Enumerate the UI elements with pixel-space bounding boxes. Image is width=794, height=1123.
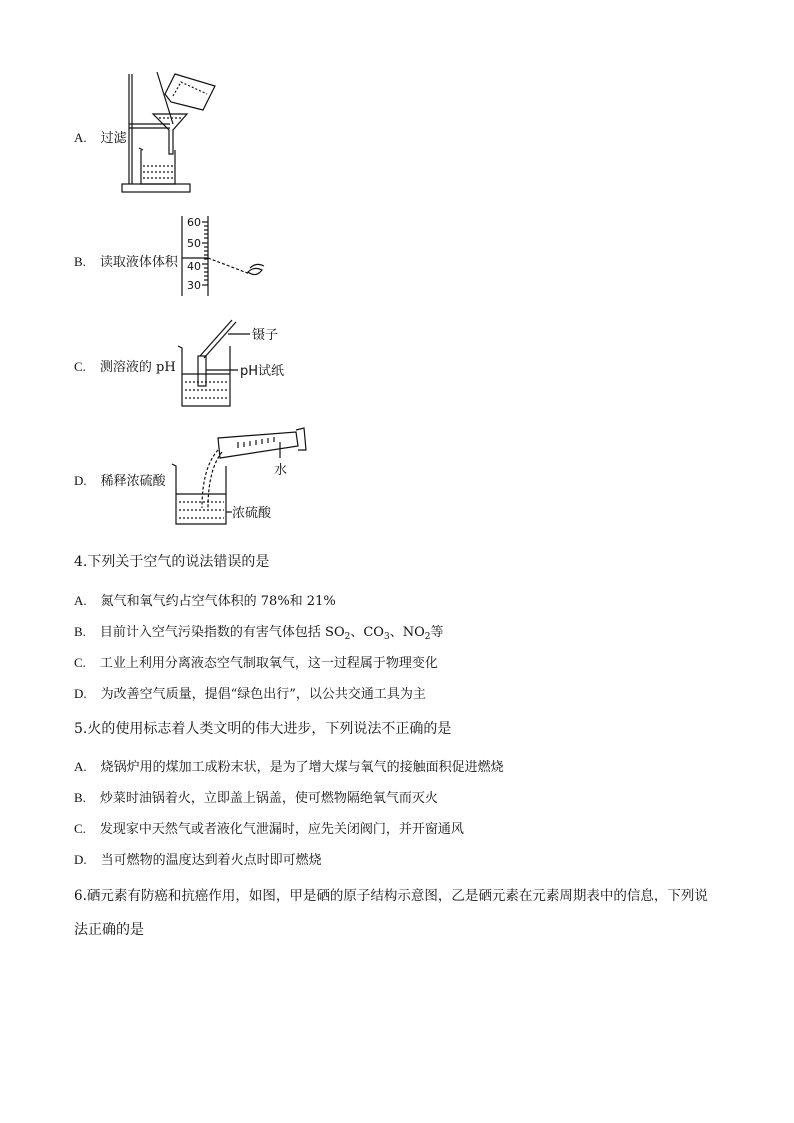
question-4-stem: 4.下列关于空气的说法错误的是 [74, 554, 270, 570]
option-c [74, 356, 176, 375]
tick-label-30: 30 [187, 279, 201, 292]
tick-label-60: 60 [187, 216, 201, 229]
q5-option-c: C. 发现家中天然气或者液化气泄漏时，应先关闭阀门，并开窗通风 [74, 821, 464, 837]
water-label: 水 [274, 463, 288, 478]
question-6-line-1: 6.硒元素有防癌和抗癌作用，如图，甲是硒的原子结构示意图，乙是硒元素在元素周期表中的信息，下列说 [74, 888, 708, 904]
acid-label: 浓硫酸 [232, 506, 272, 521]
option-letter: B. [74, 254, 86, 269]
option-letter: A. [74, 130, 87, 145]
q4-option-b: B. 目前计入空气污染指数的有害气体包括 $SO_2$、$CO_3$、$NO_2$等 [74, 624, 444, 642]
tick-label-50: 50 [187, 237, 201, 250]
tick-label-40: 40 [187, 260, 201, 273]
option-text: 读取液体体积 [99, 255, 178, 270]
option-text: 测溶液的 pH [99, 360, 176, 375]
option-text: 过滤 [100, 131, 127, 146]
ph-test-figure [172, 316, 292, 411]
q5-option-d: D. 当可燃物的温度达到着火点时即可燃烧 [74, 852, 322, 868]
ph-paper-label: pH试纸 [240, 364, 285, 379]
q5-option-a: A. 烧锅炉用的煤加工成粉末状，是为了增大煤与氧气的接触面积促进燃烧 [74, 759, 504, 775]
option-letter: D. [74, 473, 87, 488]
cylinder-figure [176, 214, 271, 299]
option-d [74, 470, 166, 489]
q5-option-b: B. 炒菜时油锅着火，立即盖上锅盖，使可燃物隔绝氧气而灭火 [74, 790, 438, 806]
option-letter: C. [74, 359, 86, 374]
option-b [74, 251, 178, 270]
dilution-figure [168, 428, 313, 528]
q4-option-c: C. 工业上利用分离液态空气制取氧气，这一过程属于物理变化 [74, 655, 438, 671]
filtration-figure [115, 66, 225, 196]
question-6-line-2: 法正确的是 [74, 922, 144, 938]
option-text: 稀释浓硫酸 [100, 474, 166, 489]
q4-option-a: A. 氮气和氧气约占空气体积的 78%和 21% [74, 593, 336, 609]
tweezers-label: 镊子 [252, 328, 279, 343]
question-5-stem: 5.火的使用标志着人类文明的伟大进步，下列说法不正确的是 [74, 721, 452, 737]
q4-option-d: D. 为改善空气质量，提倡“绿色出行”，以公共交通工具为主 [74, 686, 426, 702]
